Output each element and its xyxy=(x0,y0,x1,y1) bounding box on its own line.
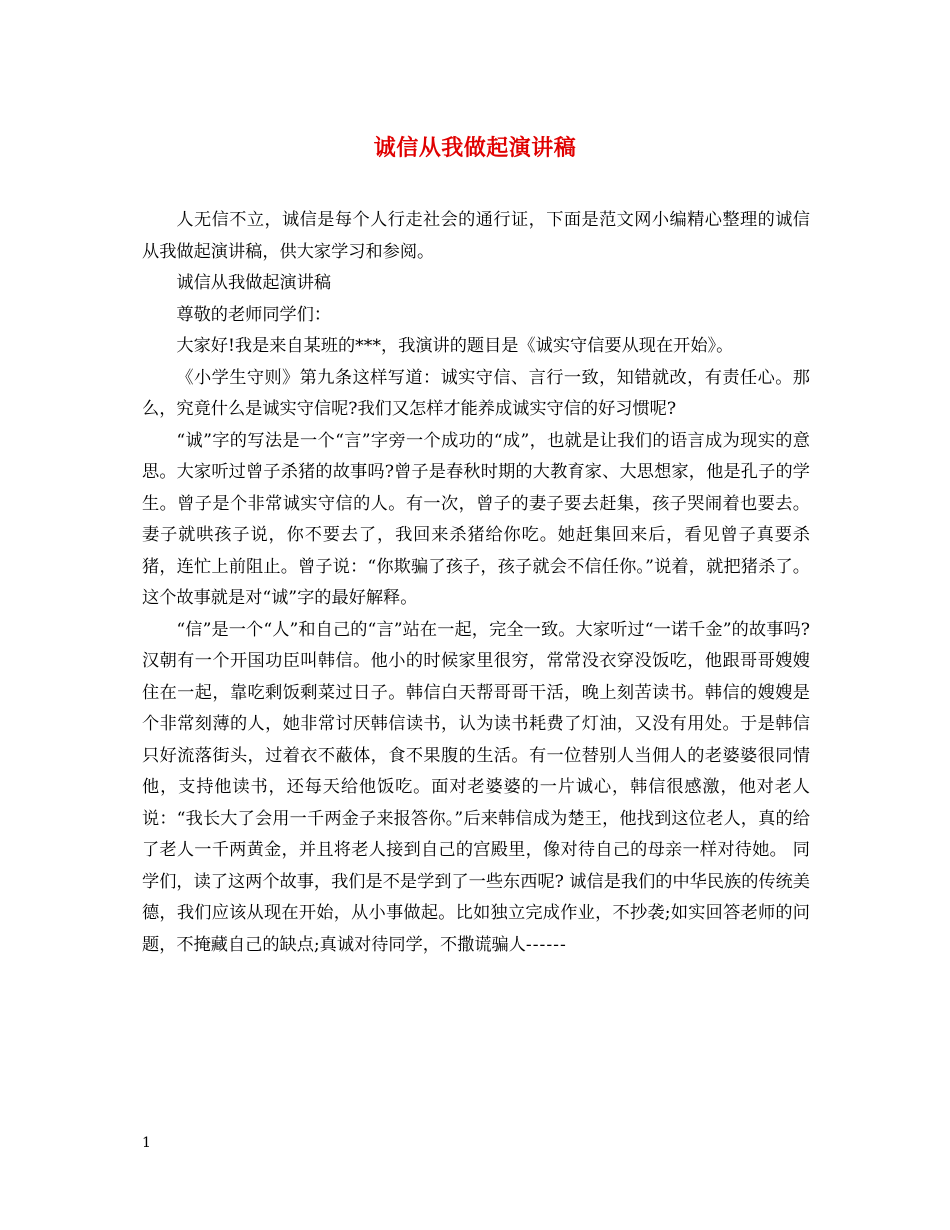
paragraph: 尊敬的老师同学们： xyxy=(176,304,332,325)
paragraph: 诚信从我做起演讲稿 xyxy=(176,273,332,293)
document-title: 诚信从我做起演讲稿 xyxy=(373,135,577,161)
paragraph: “诚”字的写法是一个“言”字旁一个成功的“成”，也就是让我们的语言成为现实的意思。大家听过曾子杀猪的故事吗?曾子是春秋时期的大教育家、大思想家，他是孔子的学生。曾子是个非常诚实守信的人。有一次，曾子的妻子要去赶集，孩子哭闹着也要去。妻子就哄孩子说，你不要去了，我回来杀猪给你吃。她赶集回来后，看见曾子真要杀猪，连忙上前阻止。曾子说：“你欺骗了孩子，孩子就会不信任你。”说着，就把猪杀了。这个故事就是对“诚”字的最好解释。 xyxy=(142,430,810,608)
paragraph: 《小学生守则》第九条这样写道：诚实守信、言行一致，知错就改，有责任心。那么，究竟什么是诚实守信呢?我们又怎样才能养成诚实守信的好习惯呢? xyxy=(142,367,810,419)
document-body xyxy=(142,205,810,961)
paragraph: 人无信不立，诚信是每个人行走社会的通行证，下面是范文网小编精心整理的诚信从我做起演讲稿，供大家学习和参阅。 xyxy=(142,210,810,262)
paragraph-last-text: “信”是一个“人”和自己的“言”站在一起，完全一致。大家听过“一诺千金”的故事吗?汉朝有一个开国功臣叫韩信。他小的时候家里很穷，常常没衣穿没饭吃，他跟哥哥嫂嫂住在一起，靠吃剩饭剩菜过日子。韩信白天帮哥哥干活，晚上刻苦读书。韩信的嫂嫂是个非常刻薄的人，她非常讨厌韩信读书，认为读书耗费了灯油，又没有用处。于是韩信只好流落街头，过着衣不蔽体，食不果腹的生活。有一位替别人当佣人的老婆婆很同情他，支持他读书，还每天给他饭吃。面对老婆婆的一片诚心，韩信很感激，他对老人说：“我长大了会用一千两金子来报答你。”后来韩信成为楚王，他找到这位老人，真的给了老人一千两黄金，并且将老人接到自己的宫殿里，像对待自己的母亲一样对待她。 同学们，读了这两个故事，我们是不是学到了一些东西呢? 诚信是我们的中华民族的传统美德，我们应该从现在开始，从小事做起。比如独立完成作业，不抄袭;如实回答老师的问题，不掩藏自己的缺点;真诚对待同学，不撒谎骗人 xyxy=(142,619,810,955)
paragraph-last-tail: ------ xyxy=(525,934,567,955)
paragraph: 大家好!我是来自某班的***，我演讲的题目是《诚实守信要从现在开始》。 xyxy=(176,336,734,356)
paragraph-last xyxy=(142,615,810,962)
page-number: 1 xyxy=(142,1135,151,1151)
